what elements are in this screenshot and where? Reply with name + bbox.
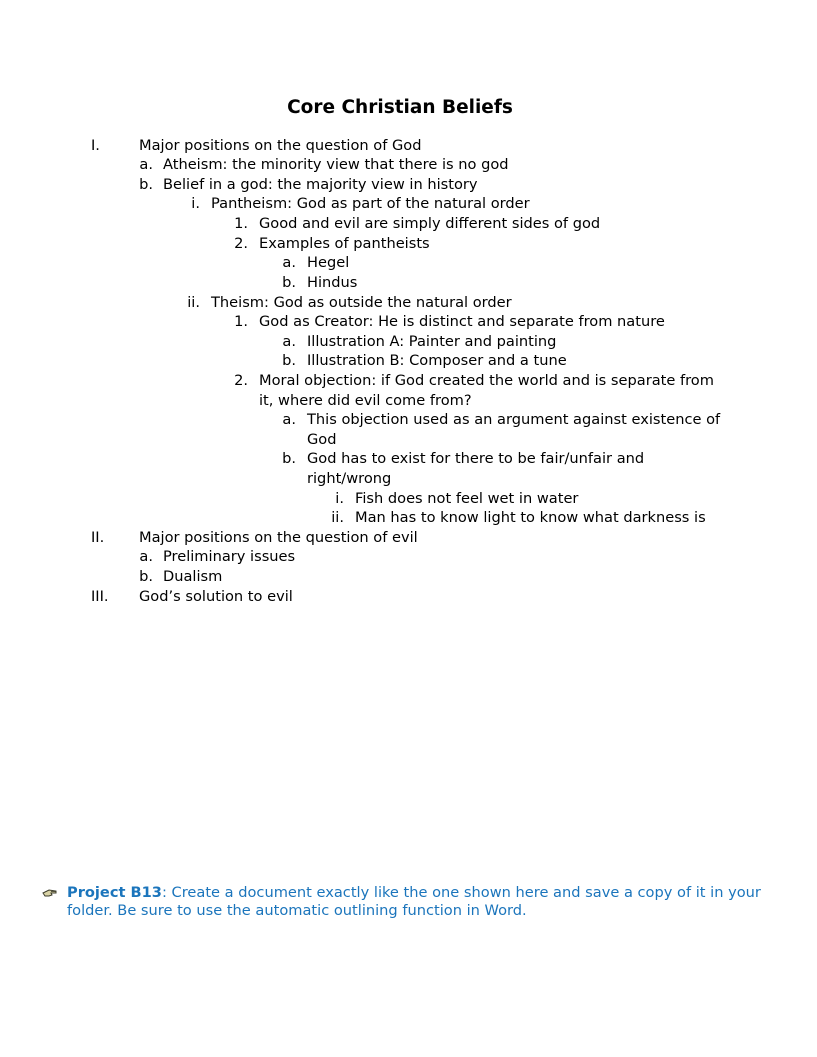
- outline-item-text: God as Creator: He is distinct and separate from nature: [259, 313, 665, 330]
- outline-marker: I.: [91, 137, 100, 154]
- outline-item-continuation: right/wrong: [307, 469, 392, 487]
- project-instructions: [67, 884, 767, 919]
- outline-marker: a.: [139, 156, 153, 173]
- outline-item-text: Major positions on the question of evil: [139, 529, 418, 546]
- outline-marker: b.: [282, 352, 296, 369]
- outline-item-continuation: God: [307, 430, 337, 448]
- outline-marker: b.: [282, 450, 296, 467]
- outline-item-text: This objection used as an argument against existence of: [307, 411, 721, 428]
- outline-marker: i.: [191, 195, 200, 212]
- outline-marker: 2.: [234, 372, 248, 389]
- document-title: Core Christian Beliefs: [287, 97, 513, 118]
- outline-marker: b.: [139, 176, 153, 193]
- outline-marker: a.: [282, 333, 296, 350]
- outline-marker: ii.: [187, 294, 200, 311]
- outline-item-text: Belief in a god: the majority view in history: [163, 176, 478, 193]
- outline-item-text: Theism: God as outside the natural order: [211, 294, 512, 311]
- outline-marker: b.: [139, 568, 153, 585]
- outline-marker: i.: [335, 490, 344, 507]
- outline-marker: II.: [91, 529, 105, 546]
- outline-item-text: Dualism: [163, 568, 223, 585]
- outline-marker: a.: [282, 254, 296, 271]
- outline-marker: 1.: [234, 313, 248, 330]
- project-text: : Create a document exactly like the one shown here and save a copy of it in your folder. Be sure to use the automatic outlining function in Word.: [67, 884, 761, 919]
- outline-item-text: Man has to know light to know what darkness is: [355, 509, 706, 526]
- outline-item-text: Atheism: the minority view that there is no god: [163, 156, 509, 173]
- outline-item-text: Major positions on the question of God: [139, 137, 422, 154]
- project-label: Project B13: [67, 884, 162, 901]
- outline-marker: 2.: [234, 235, 248, 252]
- outline-item-text: Illustration A: Painter and painting: [307, 333, 557, 350]
- outline-item-text: God has to exist for there to be fair/unfair and: [307, 450, 645, 467]
- outline-marker: 1.: [234, 215, 248, 232]
- outline-item-text: Fish does not feel wet in water: [355, 490, 579, 507]
- outline-marker: ii.: [331, 509, 344, 526]
- outline-item-text: Examples of pantheists: [259, 235, 430, 252]
- outline-item-text: Pantheism: God as part of the natural order: [211, 195, 530, 212]
- outline-marker: a.: [282, 411, 296, 428]
- pointing-hand-icon: [42, 887, 58, 899]
- outline-item-text: Moral objection: if God created the world and is separate from: [259, 372, 714, 389]
- outline-marker: III.: [91, 588, 109, 605]
- outline-item-text: Hegel: [307, 254, 350, 271]
- outline-item-continuation: it, where did evil come from?: [259, 391, 472, 409]
- outline-item-text: Good and evil are simply different sides of god: [259, 215, 601, 232]
- outline-item-text: Illustration B: Composer and a tune: [307, 352, 567, 369]
- outline-item-text: Hindus: [307, 274, 358, 291]
- outline-marker: a.: [139, 548, 153, 565]
- outline-marker: b.: [282, 274, 296, 291]
- outline-item-text: God’s solution to evil: [139, 588, 293, 605]
- outline-item-text: Preliminary issues: [163, 548, 296, 565]
